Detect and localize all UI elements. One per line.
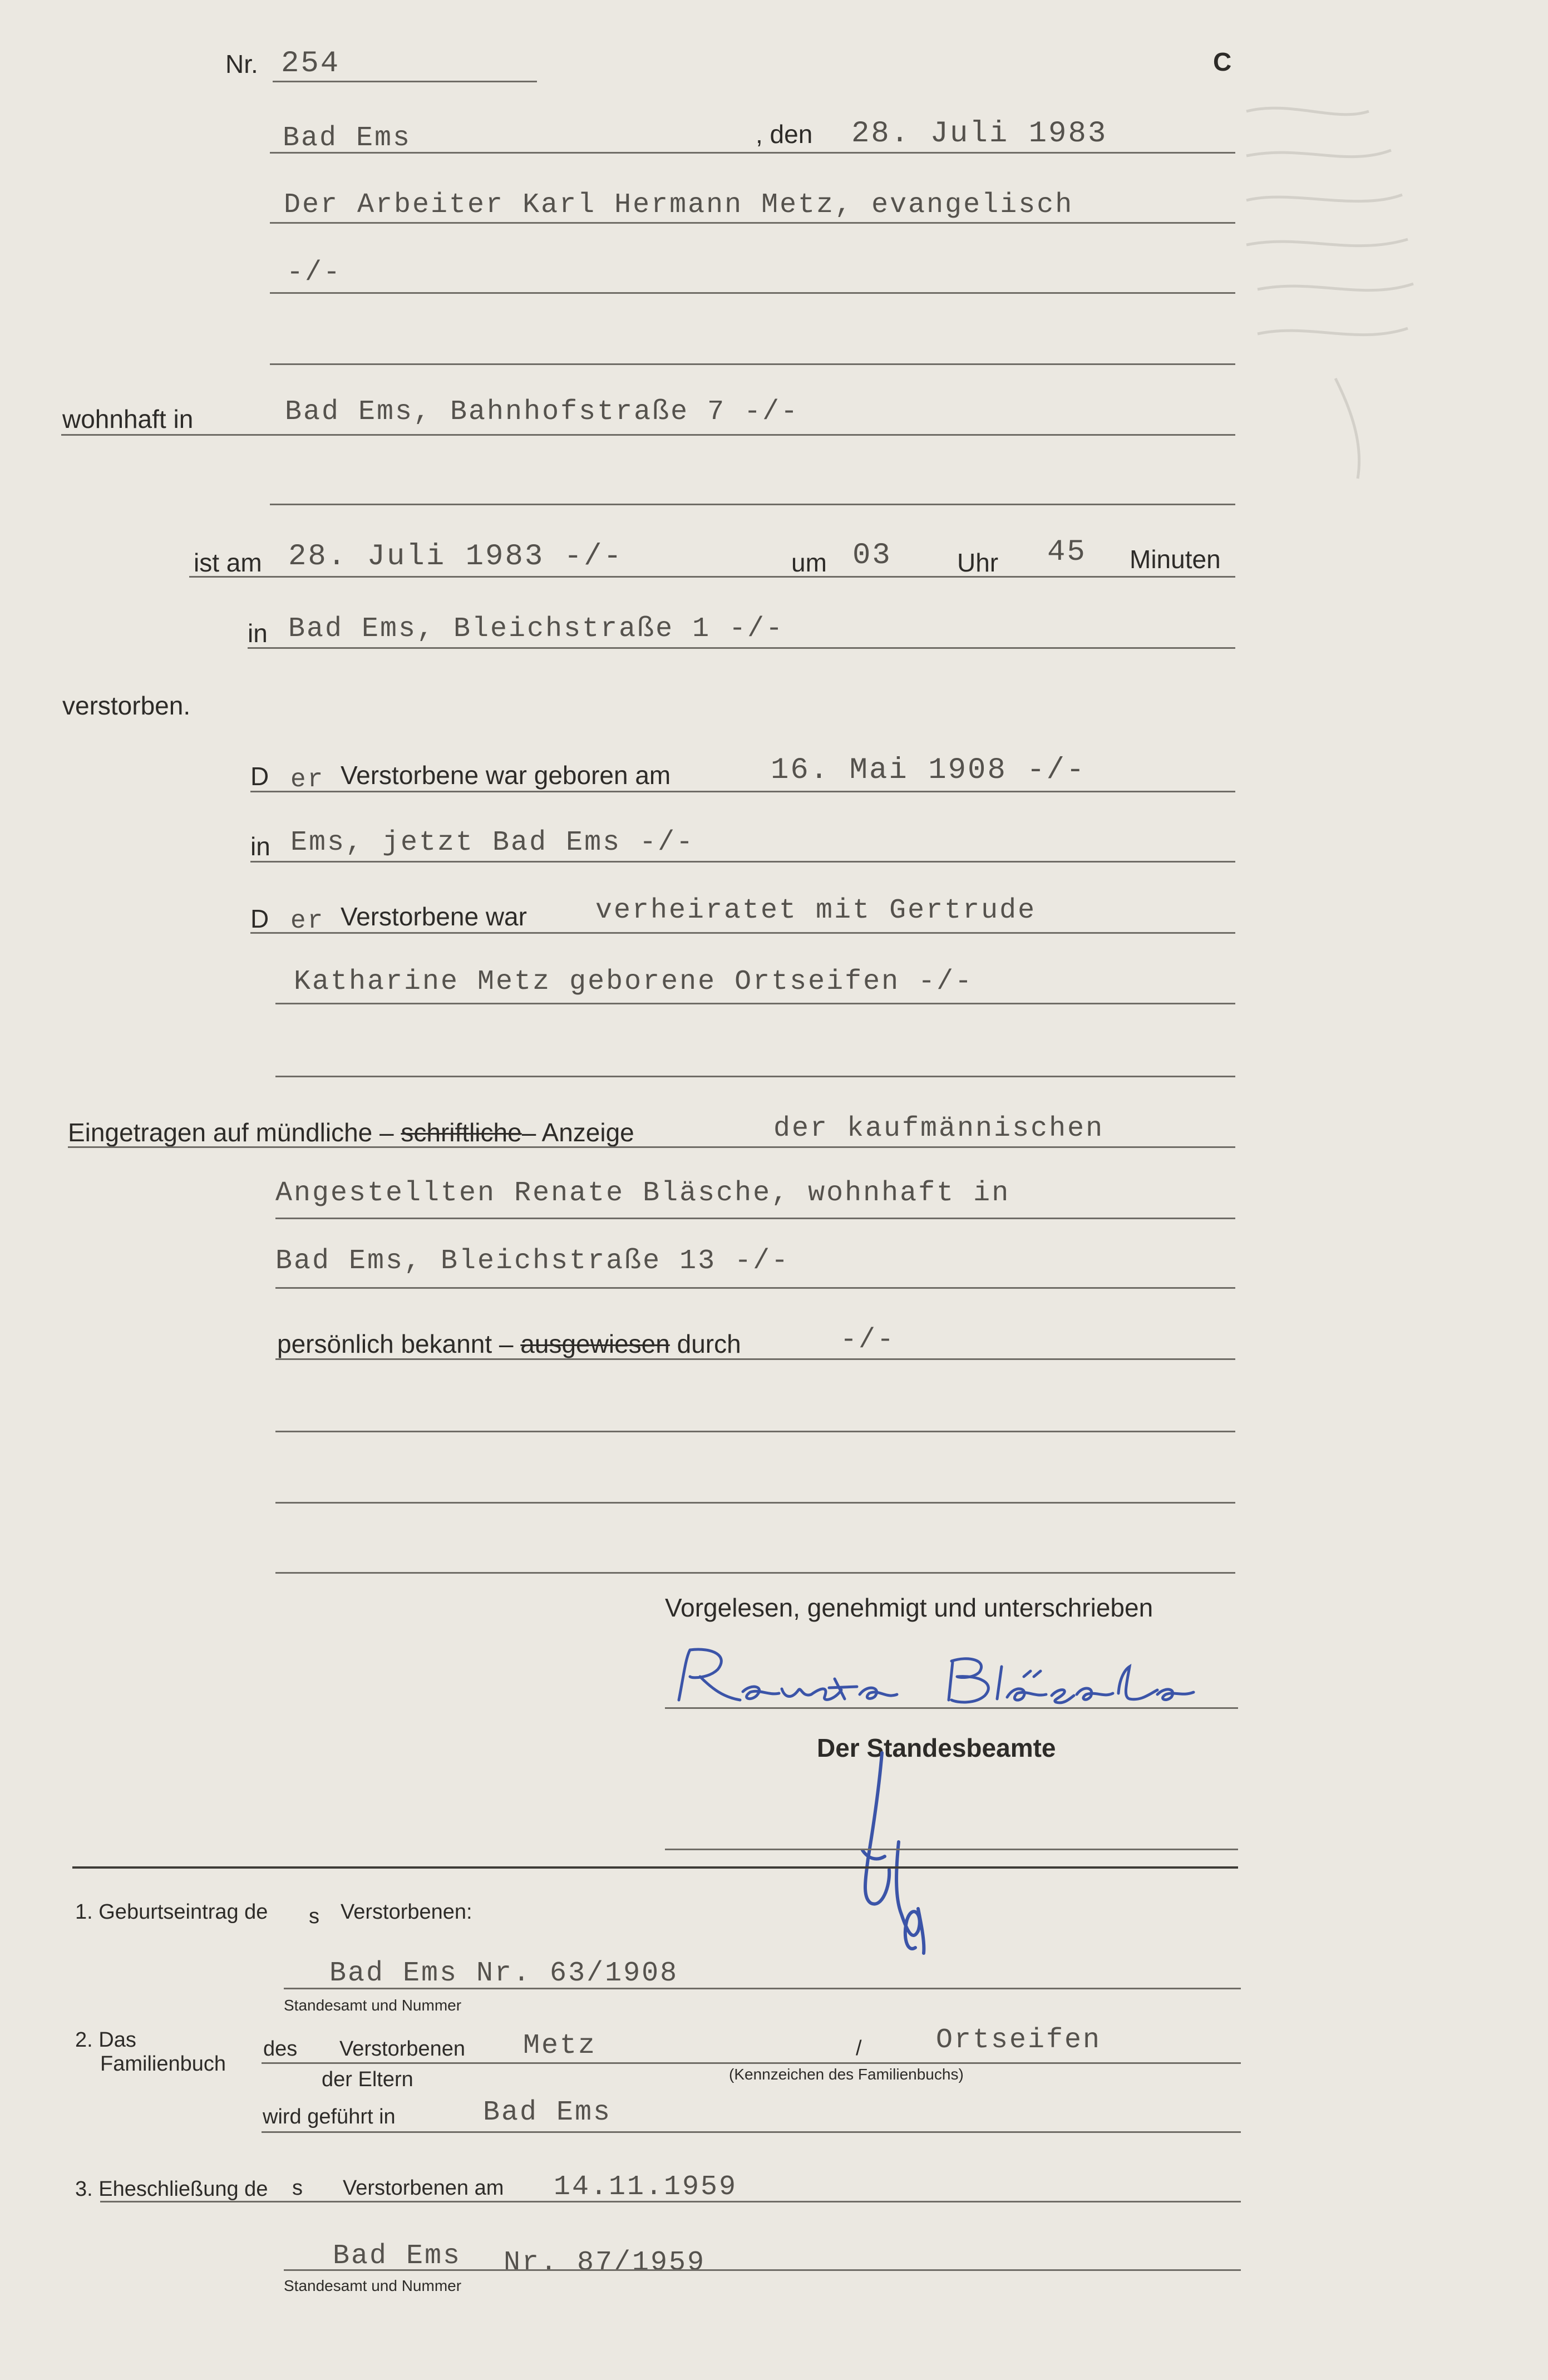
birth-date: 16. Mai 1908 -/-: [771, 753, 1086, 787]
marital-line-2: Katharine Metz geborene Ortseifen -/-: [294, 966, 974, 998]
notice-line-3: Bad Ems, Bleichstraße 13 -/-: [275, 1245, 790, 1277]
death-date: 28. Juli 1983 -/-: [288, 540, 623, 574]
birth-entry-label: 1. Geburtseintrag de: [75, 1900, 268, 1924]
family-book-parents: der Eltern: [322, 2068, 413, 2091]
birth-entry-sub: Standesamt und Nummer: [284, 1997, 462, 2014]
registrar-label: Der Standesbeamte: [817, 1733, 1056, 1762]
marriage-date: 14.11.1959: [554, 2171, 738, 2203]
known-label-identified: ausgewiesen: [520, 1329, 670, 1358]
known-value: -/-: [840, 1324, 896, 1356]
birth-entry-label-2: Verstorbenen:: [341, 1900, 472, 1924]
family-book-des: des: [263, 2037, 298, 2061]
residence-rule-2: [270, 504, 1235, 505]
blank-rule-3: [275, 1572, 1235, 1574]
known-rule: [275, 1358, 1235, 1360]
death-time-rule: [189, 576, 1235, 578]
death-place: Bad Ems, Bleichstraße 1 -/-: [288, 613, 785, 645]
nr-label: Nr.: [225, 50, 258, 78]
family-book-name-2: Ortseifen: [936, 2024, 1102, 2056]
registry-date: 28. Juli 1983: [851, 117, 1108, 151]
known-label-personal: persönlich bekannt –: [277, 1329, 514, 1358]
family-book-kept-in-label: wird geführt in: [263, 2105, 396, 2128]
place-date-rule: [270, 152, 1235, 154]
family-book-place-rule: [262, 2131, 1241, 2133]
residence-label: wohnhaft in: [62, 405, 194, 433]
birth-er-label: er: [290, 765, 325, 794]
um-label: um: [791, 548, 827, 577]
birth-entry-value: Bad Ems Nr. 63/1908: [329, 1958, 679, 1989]
family-book-label: 2. Das: [75, 2028, 136, 2052]
verstorben-label: verstorben.: [62, 691, 191, 720]
marital-d-label: D: [250, 904, 269, 933]
marriage-registry-place: Bad Ems: [333, 2240, 462, 2272]
person-rule-3: [270, 363, 1235, 365]
family-book-id-hint: (Kennzeichen des Familienbuchs): [729, 2066, 964, 2083]
marriage-s: s: [292, 2176, 303, 2200]
notice-rule-3: [275, 1287, 1235, 1289]
marriage-label-2: Verstorbenen am: [343, 2176, 504, 2200]
residence-value: Bad Ems, Bahnhofstraße 7 -/-: [285, 396, 800, 428]
notice-line-1: der kaufmännischen: [773, 1113, 1105, 1145]
marital-rule-2: [275, 1003, 1235, 1004]
bleed-through-marks: [1224, 89, 1536, 534]
person-line-1: Der Arbeiter Karl Hermann Metz, evangelisch: [284, 189, 1074, 221]
birth-entry-rule: [284, 1988, 1241, 1989]
footer-separator: [72, 1866, 1238, 1869]
family-book-deceased: Verstorbenen: [339, 2037, 466, 2061]
residence-rule: [61, 434, 1235, 436]
family-book-slash: /: [856, 2037, 862, 2060]
notice-label: [68, 1120, 634, 1145]
person-rule-1: [270, 222, 1235, 224]
marriage-date-rule: [100, 2201, 1241, 2202]
birth-entry-s: s: [309, 1905, 319, 1928]
family-book-label-2: Familienbuch: [100, 2052, 226, 2076]
informant-signature: [668, 1644, 1202, 1728]
notice-rule-2: [275, 1218, 1235, 1219]
registry-place: Bad Ems: [283, 122, 412, 154]
notice-rule-1: [68, 1146, 1235, 1148]
blank-rule-2: [275, 1502, 1235, 1504]
notice-label-written: schriftliche: [401, 1118, 522, 1147]
death-minutes: 45: [1047, 535, 1087, 569]
marriage-registry-rule: [284, 2269, 1241, 2271]
entry-number: 254: [281, 47, 341, 81]
registrar-signature: [829, 1747, 963, 1959]
minuten-label: Minuten: [1130, 545, 1221, 574]
marital-er-label: er: [290, 906, 325, 935]
family-book-place: Bad Ems: [483, 2097, 612, 2128]
known-label-durch: durch: [677, 1329, 741, 1358]
nr-underline: [273, 81, 537, 82]
marriage-registry-number: Nr. 87/1959: [504, 2247, 706, 2279]
birth-date-rule: [250, 791, 1235, 792]
birth-geboren-label: Verstorbene war geboren am: [341, 761, 671, 790]
birth-in-label: in: [250, 832, 270, 861]
marital-rule-1: [250, 932, 1235, 934]
birth-place: Ems, jetzt Bad Ems -/-: [290, 827, 695, 859]
marital-rule-3: [275, 1076, 1235, 1077]
uhr-label: Uhr: [957, 548, 999, 577]
den-label: , den: [756, 120, 813, 149]
family-book-rule: [262, 2062, 1241, 2064]
known-label: [277, 1331, 741, 1357]
informant-signature-line: [665, 1707, 1238, 1709]
notice-label-anzeige: – Anzeige: [521, 1118, 634, 1147]
blank-rule-1: [275, 1431, 1235, 1432]
marital-line-1: verheiratet mit Gertrude: [595, 895, 1037, 927]
read-approved-text: Vorgelesen, genehmigt und unterschrieben: [665, 1593, 1153, 1622]
person-rule-2: [270, 292, 1235, 294]
registrar-signature-line: [665, 1849, 1238, 1850]
marriage-registry-sub: Standesamt und Nummer: [284, 2277, 462, 2294]
marital-war-label: Verstorbene war: [341, 902, 527, 931]
corner-letter: C: [1213, 47, 1232, 76]
death-place-rule: [248, 647, 1235, 649]
family-book-name-1: Metz: [523, 2030, 597, 2062]
death-in-label: in: [248, 619, 268, 648]
birth-place-rule: [250, 861, 1235, 863]
notice-line-2: Angestellten Renate Bläsche, wohnhaft in: [275, 1177, 1010, 1209]
marriage-label: 3. Eheschließung de: [75, 2177, 268, 2201]
person-line-2: -/-: [287, 257, 342, 289]
ist-am-label: ist am: [194, 548, 262, 577]
death-hour: 03: [852, 539, 892, 573]
notice-label-oral: Eingetragen auf mündliche –: [68, 1118, 394, 1147]
birth-d-label: D: [250, 762, 269, 791]
